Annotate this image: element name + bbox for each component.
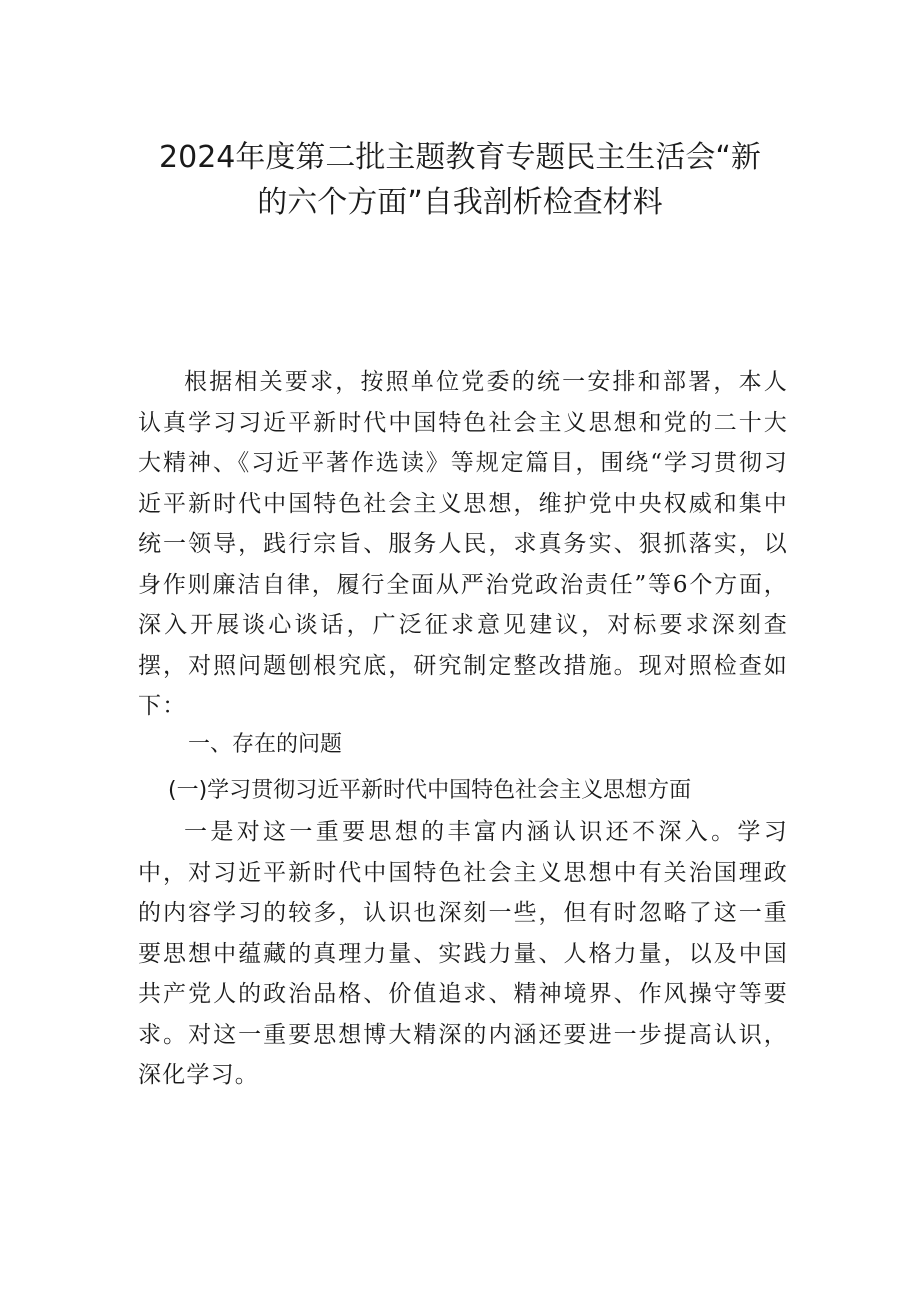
document-title-line-2: 的六个方面”自我剖析检查材料: [257, 185, 663, 220]
subsection-heading: (一)学习贯彻习近平新时代中国特色社会主义思想方面: [168, 778, 692, 803]
document-title-line-1: 2024年度第二批主题教育专题民主生活会“新: [159, 140, 761, 175]
section-heading: 一、存在的问题: [188, 732, 343, 757]
intro-paragraph: 根据相关要求，按照单位党委的统一安排和部署，本人认真学习习近平新时代中国特色社会主义思想和党的二十大大精神、《习近平著作选读》等规定篇目，围绕“学习贯彻习近平新时代中国特色社会主义思想，维护党中央权威和集中统一领导，践行宗旨、服务人民，求真务实、狠抓落实，以身作则廉洁自律，履行全面从严治党政治责任”等6个方面，深入开展谈心谈话，广泛征求意见建议，对标要求深刻查摆，对照问题刨根究底，研究制定整改措施。现对照检查如下：: [138, 369, 788, 719]
detail-paragraph: 一是对这一重要思想的丰富内涵认识还不深入。学习中，对习近平新时代中国特色社会主义思想中有关治国理政的内容学习的较多，认识也深刻一些，但有时忽略了这一重要思想中蕴藏的真理力量、实践力量、人格力量，以及中国共产党人的政治品格、价值追求、精神境界、作风操守等要求。对这一重要思想博大精深的内涵还要进一步提高认识，深化学习。: [138, 819, 788, 1088]
